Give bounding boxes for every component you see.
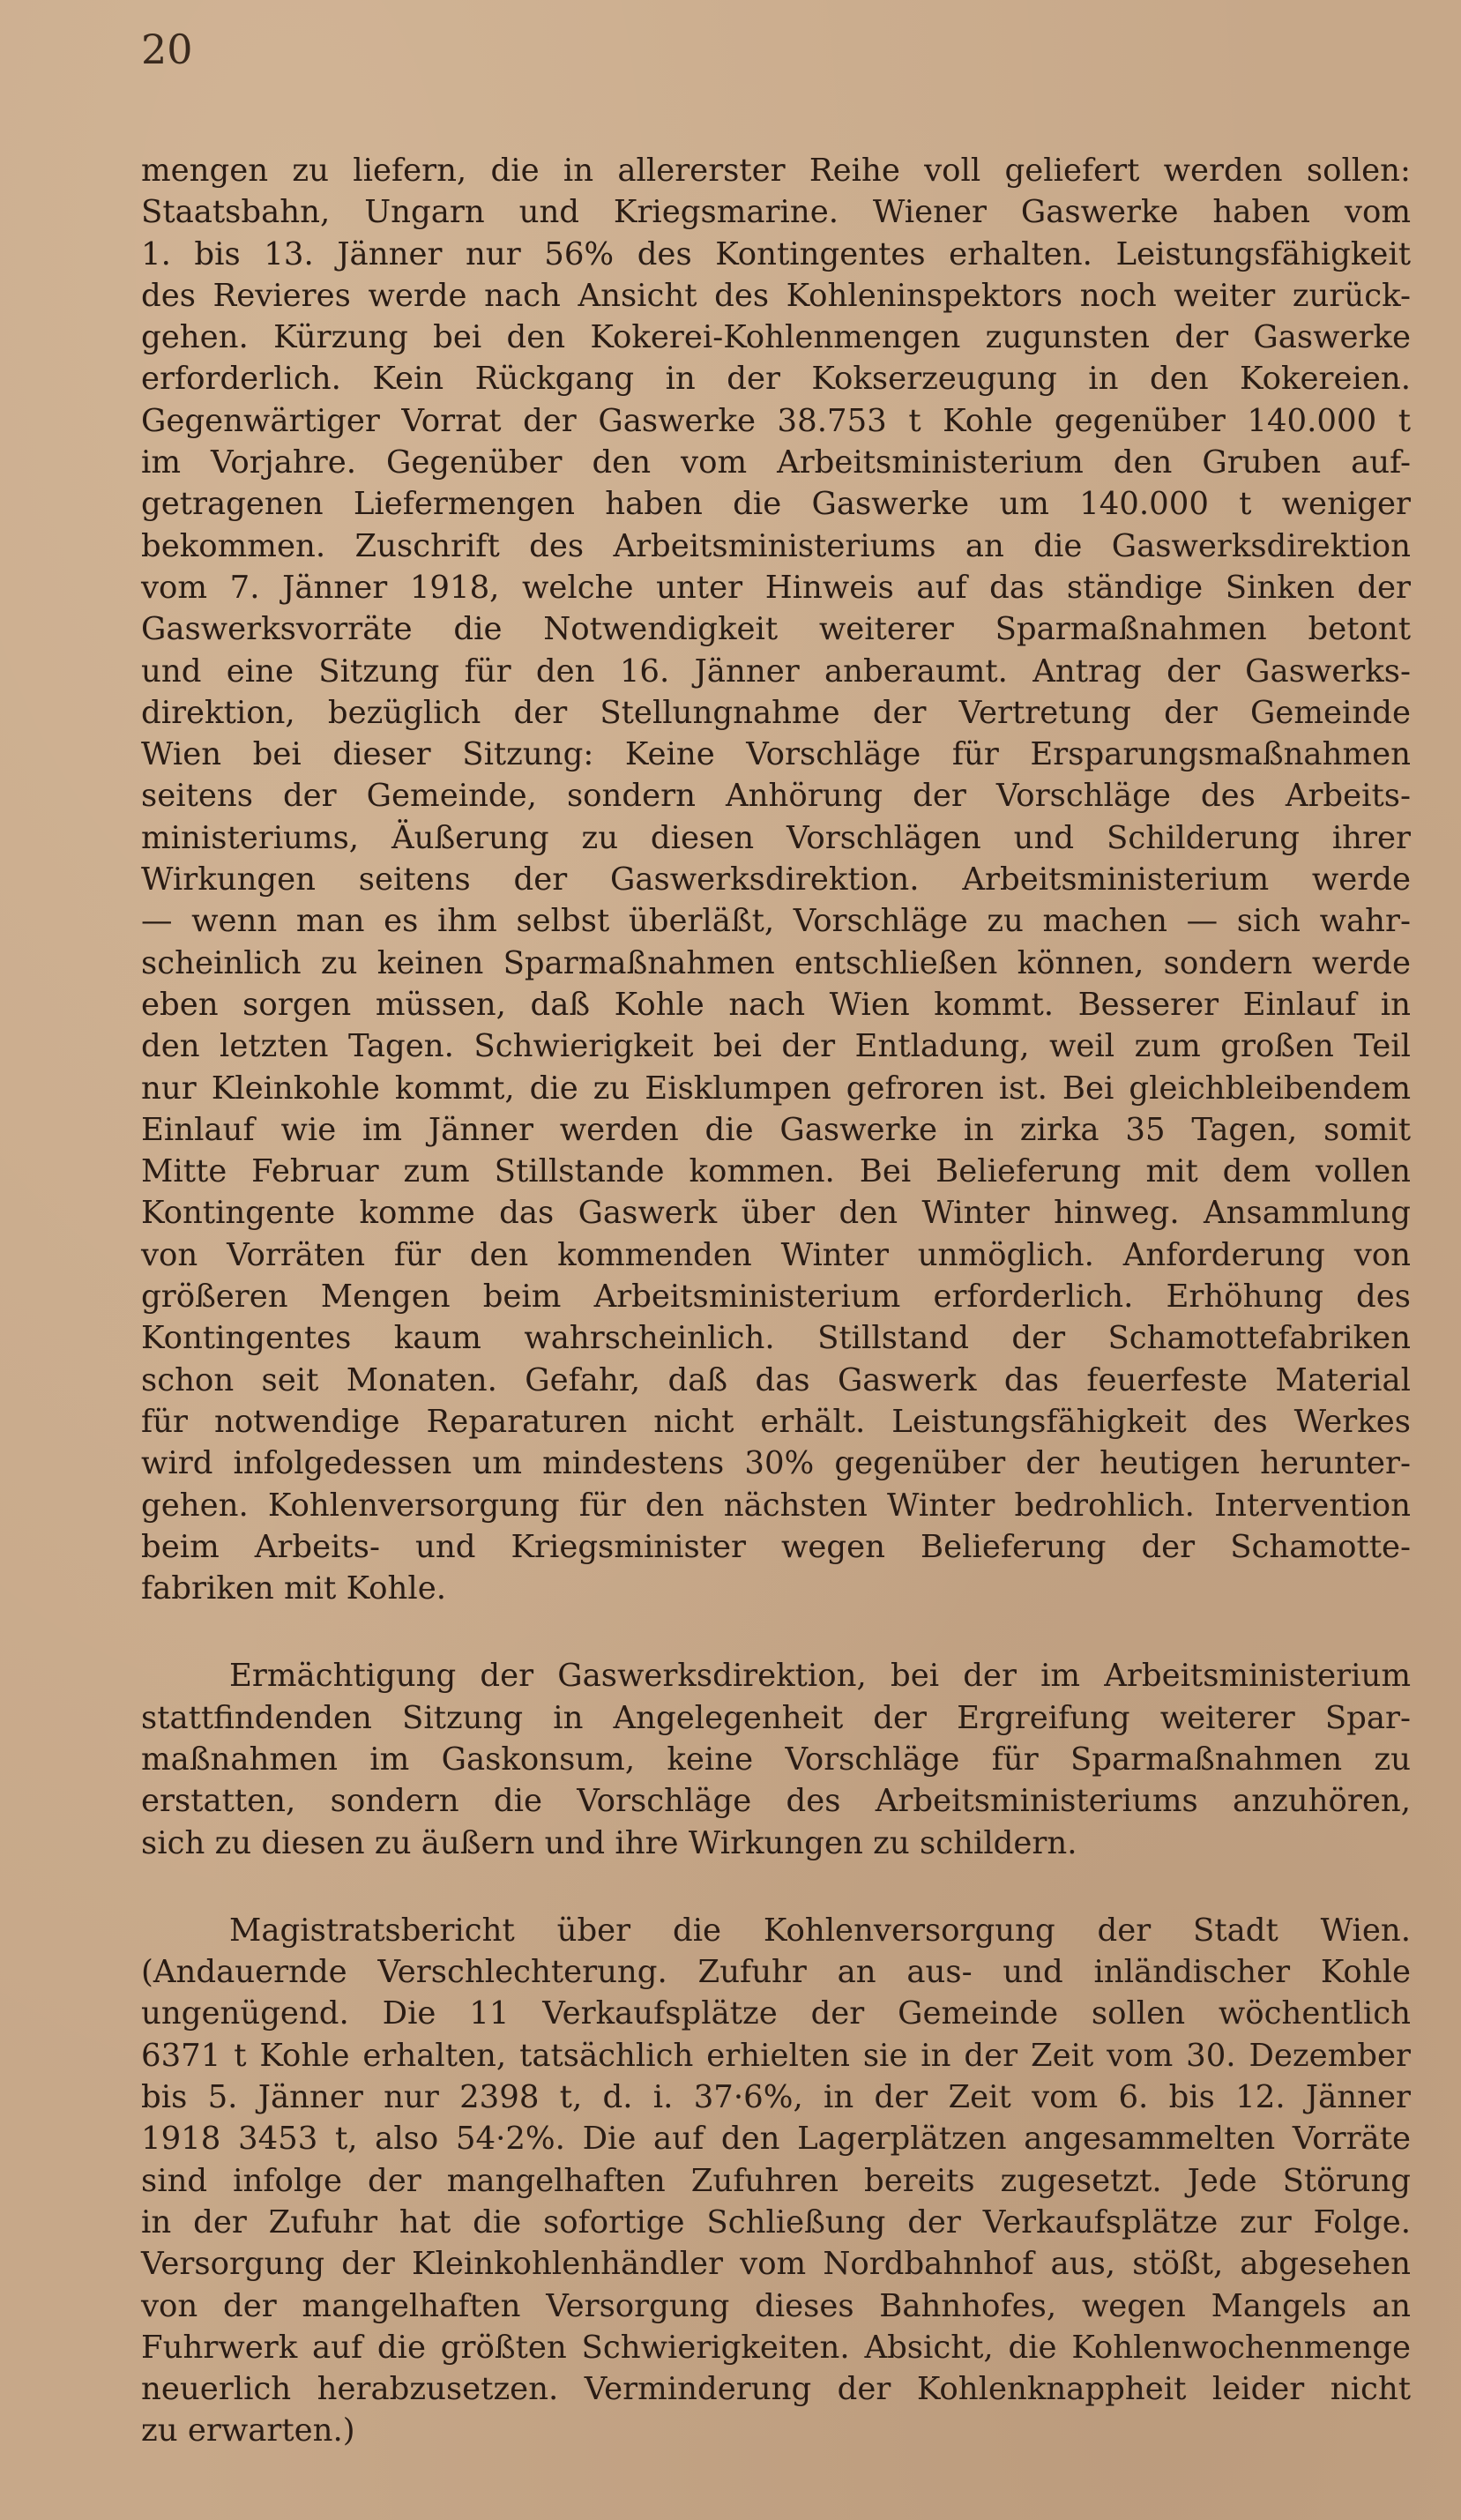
- text-line: zu erwarten.): [141, 2412, 355, 2449]
- text-line: Gegenwärtiger Vorrat der Gaswerke 38.753 t Kohle gegenüber 140.000 t: [141, 402, 1411, 439]
- paragraph-gap: [141, 1609, 1411, 1655]
- text-line: wird infolgedessen um mindestens 30% gegenüber der heutigen herunter-: [141, 1445, 1411, 1482]
- text-line: direktion, bezüglich der Stellungnahme der Vertretung der Gemeinde: [141, 694, 1411, 731]
- text-line: fabriken mit Kohle.: [141, 1570, 447, 1607]
- text-line: gehen. Kürzung bei den Kokerei-Kohlenmengen zugunsten der Gaswerke: [141, 319, 1411, 356]
- text-line: im Vorjahre. Gegenüber den vom Arbeitsministerium den Gruben auf-: [141, 444, 1411, 481]
- text-line: in der Zufuhr hat die sofortige Schließung der Verkaufsplätze zur Folge.: [141, 2203, 1411, 2240]
- text-line: des Revieres werde nach Ansicht des Kohleninspektors noch weiter zurück-: [141, 277, 1411, 314]
- paragraph: [141, 1655, 1411, 1863]
- text-line: eben sorgen müssen, daß Kohle nach Wien kommt. Besserer Einlauf in: [141, 986, 1411, 1023]
- text-line: und eine Sitzung für den 16. Jänner anberaumt. Antrag der Gaswerks-: [141, 652, 1411, 690]
- text-line: erforderlich. Kein Rückgang in der Kokserzeugung in den Kokereien.: [141, 361, 1411, 398]
- paragraph: [141, 1910, 1411, 2452]
- text-line: (Andauernde Verschlechterung. Zufuhr an aus- und inländischer Kohle: [141, 1954, 1411, 1991]
- body-text: [141, 150, 1411, 2452]
- text-line: Versorgung der Kleinkohlenhändler vom Nordbahnhof aus, stößt, abgesehen: [141, 2246, 1411, 2283]
- text-line: sich zu diesen zu äußern und ihre Wirkungen zu schildern.: [141, 1824, 1077, 1861]
- text-line: schon seit Monaten. Gefahr, daß das Gaswerk das feuerfeste Material: [141, 1361, 1411, 1398]
- text-line: beim Arbeits- und Kriegsminister wegen Belieferung der Schamotte-: [141, 1528, 1411, 1565]
- text-line: maßnahmen im Gaskonsum, keine Vorschläge für Sparmaßnahmen zu: [141, 1741, 1411, 1778]
- text-line: Mitte Februar zum Stillstande kommen. Bei Belieferung mit dem vollen: [141, 1153, 1411, 1190]
- text-line: Gaswerksvorräte die Notwendigkeit weiterer Sparmaßnahmen betont: [141, 611, 1411, 648]
- text-line: nur Kleinkohle kommt, die zu Eisklumpen gefroren ist. Bei gleichbleibendem: [141, 1070, 1411, 1107]
- text-line: vom 7. Jänner 1918, welche unter Hinweis auf das ständige Sinken der: [141, 569, 1411, 606]
- text-line: seitens der Gemeinde, sondern Anhörung der Vorschläge des Arbeits-: [141, 778, 1411, 815]
- text-line: bis 5. Jänner nur 2398 t, d. i. 37·6%, in der Zeit vom 6. bis 12. Jänner: [141, 2079, 1411, 2116]
- text-line: Einlauf wie im Jänner werden die Gaswerke in zirka 35 Tagen, somit: [141, 1111, 1411, 1148]
- text-line: mengen zu liefern, die in allererster Reihe voll geliefert werden sollen:: [141, 153, 1411, 189]
- text-line: 1918 3453 t, also 54·2%. Die auf den Lagerplätzen angesammelten Vorräte: [141, 2121, 1411, 2158]
- text-line: Kontingente komme das Gaswerk über den Winter hinweg. Ansammlung: [141, 1195, 1411, 1232]
- text-line: sind infolge der mangelhaften Zufuhren bereits zugesetzt. Jede Störung: [141, 2162, 1411, 2199]
- text-line: stattfindenden Sitzung in Angelegenheit der Ergreifung weiterer Spar-: [141, 1699, 1411, 1736]
- text-line: — wenn man es ihm selbst überläßt, Vorschläge zu machen — sich wahr-: [141, 903, 1411, 940]
- text-line: Magistratsbericht über die Kohlenversorgung der Stadt Wien.: [229, 1912, 1411, 1949]
- text-line: den letzten Tagen. Schwierigkeit bei der Entladung, weil zum großen Teil: [141, 1028, 1411, 1065]
- text-line: Kontingentes kaum wahrscheinlich. Stillstand der Schamottefabriken: [141, 1320, 1411, 1357]
- text-line: scheinlich zu keinen Sparmaßnahmen entschließen können, sondern werde: [141, 944, 1411, 981]
- text-line: von Vorräten für den kommenden Winter unmöglich. Anforderung von: [141, 1236, 1411, 1273]
- text-line: für notwendige Reparaturen nicht erhält. Leistungsfähigkeit des Werkes: [141, 1403, 1411, 1440]
- text-line: ungenügend. Die 11 Verkaufsplätze der Gemeinde sollen wöchentlich: [141, 1995, 1411, 2032]
- text-line: 1. bis 13. Jänner nur 56% des Kontingentes erhalten. Leistungsfähigkeit: [141, 235, 1411, 272]
- text-line: 6371 t Kohle erhalten, tatsächlich erhielten sie in der Zeit vom 30. Dezember: [141, 2037, 1411, 2074]
- text-line: von der mangelhaften Versorgung dieses Bahnhofes, wegen Mangels an: [141, 2287, 1411, 2324]
- text-line: größeren Mengen beim Arbeitsministerium erforderlich. Erhöhung des: [141, 1279, 1411, 1316]
- text-line: Wien bei dieser Sitzung: Keine Vorschläge für Ersparungsmaßnahmen: [141, 736, 1411, 773]
- text-line: Fuhrwerk auf die größten Schwierigkeiten. Absicht, die Kohlenwochenmenge: [141, 2329, 1411, 2366]
- text-line: getragenen Liefermengen haben die Gaswerke um 140.000 t weniger: [141, 486, 1411, 523]
- paragraph: [141, 150, 1411, 1609]
- text-line: Wirkungen seitens der Gaswerksdirektion. Arbeitsministerium werde: [141, 861, 1411, 898]
- text-line: neuerlich herabzusetzen. Verminderung der Kohlenknappheit leider nicht: [141, 2371, 1411, 2408]
- text-line: erstatten, sondern die Vorschläge des Arbeitsministeriums anzuhören,: [141, 1783, 1411, 1820]
- page-number: 20: [141, 26, 193, 73]
- text-line: bekommen. Zuschrift des Arbeitsministeriums an die Gaswerksdirektion: [141, 527, 1411, 564]
- text-line: ministeriums, Äußerung zu diesen Vorschlägen und Schilderung ihrer: [141, 819, 1411, 856]
- text-line: Staatsbahn, Ungarn und Kriegsmarine. Wiener Gaswerke haben vom: [141, 194, 1411, 231]
- text-line: Ermächtigung der Gaswerksdirektion, bei der im Arbeitsministerium: [229, 1658, 1411, 1695]
- text-line: gehen. Kohlenversorgung für den nächsten Winter bedrohlich. Intervention: [141, 1487, 1411, 1524]
- paragraph-gap: [141, 1864, 1411, 1910]
